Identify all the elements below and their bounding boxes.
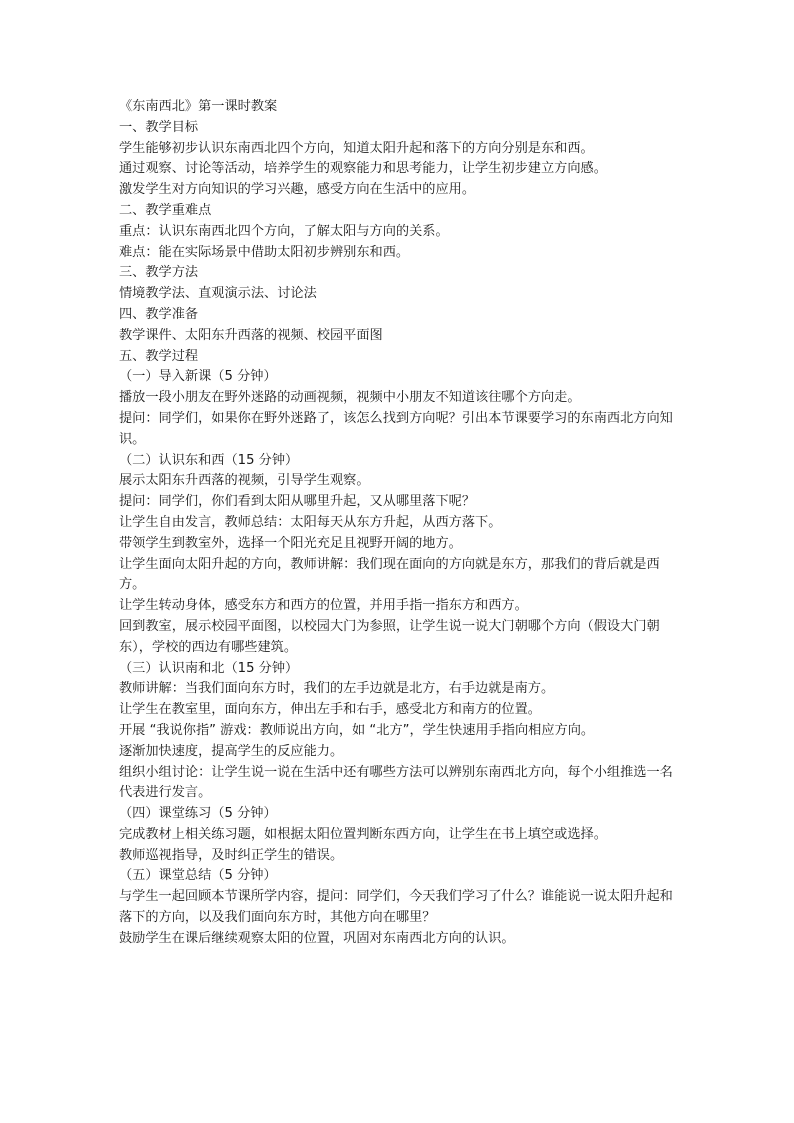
subsection-heading: （五）课堂总结（5 分钟） (119, 868, 277, 884)
document-title: 《东南西北》第一课时教案 (119, 99, 278, 114)
subsection-heading: （三）认识南和北（15 分钟） (119, 660, 299, 676)
section-heading-key-points: 二、教学重难点 (119, 202, 212, 218)
paragraph: 逐渐加快速度，提高学生的反应能力。 (119, 743, 344, 759)
paragraph: 让学生自由发言，教师总结：太阳每天从东方升起，从西方落下。 (119, 514, 502, 530)
paragraph: 开展 “我说你指” 游戏：教师说出方向，如 “北方”，学生快速用手指向相应方向。 (119, 722, 595, 738)
paragraph: 教学课件、太阳东升西落的视频、校园平面图 (119, 327, 383, 343)
paragraph: 回到教室，展示校园平面图，以校园大门为参照，让学生说一说大门朝哪个方向（假设大门朝东），学校的西边有哪些建筑。 (119, 618, 660, 655)
paragraph: 学生能够初步认识东南西北四个方向，知道太阳升起和落下的方向分别是东和西。 (119, 140, 594, 156)
section-heading-preparation: 四、教学准备 (119, 306, 199, 322)
paragraph: 组织小组讨论：让学生说一说在生活中还有哪些方法可以辨别东南西北方向，每个小组推选一名代表进行发言。 (119, 764, 673, 801)
paragraph: 完成教材上相关练习题，如根据太阳位置判断东西方向，让学生在书上填空或选择。 (119, 826, 607, 842)
paragraph: 让学生转动身体，感受东方和西方的位置，并用手指一指东方和西方。 (119, 598, 528, 614)
paragraph: 展示太阳东升西落的视频，引导学生观察。 (119, 473, 370, 489)
paragraph: 鼓励学生在课后继续观察太阳的位置，巩固对东南西北方向的认识。 (119, 930, 515, 946)
subsection-heading: （四）课堂练习（5 分钟） (119, 806, 277, 822)
paragraph: 重点：认识东南西北四个方向，了解太阳与方向的关系。 (119, 223, 449, 239)
paragraph: 与学生一起回顾本节课所学内容，提问：同学们，今天我们学习了什么？谁能说一说太阳升起和落下的方向，以及我们面向东方时，其他方向在哪里？ (119, 889, 673, 926)
subsection-heading: （一）导入新课（5 分钟） (119, 369, 277, 385)
paragraph: 让学生在教室里，面向东方，伸出左手和右手，感受北方和南方的位置。 (119, 702, 541, 718)
paragraph: 激发学生对方向知识的学习兴趣，感受方向在生活中的应用。 (119, 182, 476, 198)
paragraph: 情境教学法、直观演示法、讨论法 (119, 286, 317, 302)
paragraph: 教师巡视指导，及时纠正学生的错误。 (119, 847, 344, 863)
document-body (119, 97, 679, 950)
paragraph: 教师讲解：当我们面向东方时，我们的左手边就是北方，右手边就是南方。 (119, 681, 555, 697)
paragraph: 让学生面向太阳升起的方向，教师讲解：我们现在面向的方向就是东方，那我们的背后就是西方。 (119, 556, 660, 593)
section-heading-objectives: 一、教学目标 (119, 119, 199, 135)
paragraph: 通过观察、讨论等活动，培养学生的观察能力和思考能力，让学生初步建立方向感。 (119, 161, 607, 177)
paragraph: 提问：同学们，如果你在野外迷路了，该怎么找到方向呢？引出本节课要学习的东南西北方向知识。 (119, 410, 673, 447)
paragraph: 播放一段小朋友在野外迷路的动画视频，视频中小朋友不知道该往哪个方向走。 (119, 390, 581, 406)
section-heading-methods: 三、教学方法 (119, 265, 199, 281)
paragraph: 带领学生到教室外，选择一个阳光充足且视野开阔的地方。 (119, 535, 462, 551)
subsection-heading: （二）认识东和西（15 分钟） (119, 452, 299, 468)
section-heading-process: 五、教学过程 (119, 348, 199, 364)
paragraph: 提问：同学们，你们看到太阳从哪里升起，又从哪里落下呢？ (119, 494, 476, 510)
paragraph: 难点：能在实际场景中借助太阳初步辨别东和西。 (119, 244, 410, 260)
